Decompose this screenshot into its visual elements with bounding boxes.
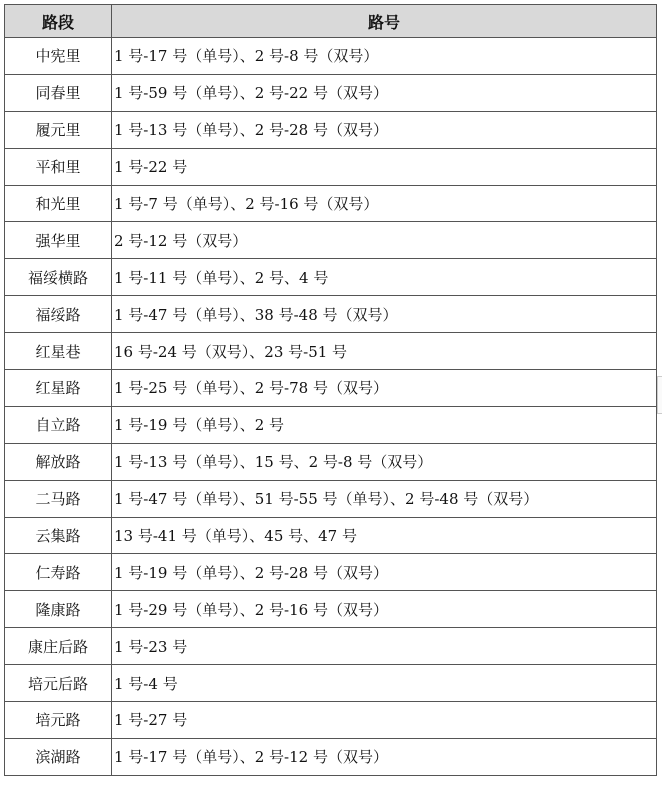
table-row <box>5 74 657 111</box>
table-row <box>5 148 657 185</box>
road-number-cell: 13 号-41 号（单号）、45 号、47 号 <box>112 517 657 554</box>
road-segment-cell: 仁寿路 <box>5 554 112 591</box>
road-segment-cell: 康庄后路 <box>5 628 112 665</box>
road-segment-cell: 隆康路 <box>5 591 112 628</box>
road-number-cell: 1 号-59 号（单号）、2 号-22 号（双号） <box>112 74 657 111</box>
road-number-cell: 2 号-12 号（双号） <box>112 222 657 259</box>
road-segment-cell: 红星路 <box>5 370 112 407</box>
road-number-table <box>4 4 657 776</box>
table-row <box>5 38 657 75</box>
road-segment-cell: 自立路 <box>5 406 112 443</box>
road-number-cell: 1 号-47 号（单号）、38 号-48 号（双号） <box>112 296 657 333</box>
road-number-cell: 1 号-47 号（单号）、51 号-55 号（单号）、2 号-48 号（双号） <box>112 480 657 517</box>
road-segment-cell: 云集路 <box>5 517 112 554</box>
table-row <box>5 702 657 739</box>
road-segment-cell: 同春里 <box>5 74 112 111</box>
road-number-cell: 1 号-27 号 <box>112 702 657 739</box>
road-segment-cell: 解放路 <box>5 443 112 480</box>
road-segment-cell: 二马路 <box>5 480 112 517</box>
road-number-cell: 1 号-11 号（单号）、2 号、4 号 <box>112 259 657 296</box>
table-row <box>5 443 657 480</box>
table-row <box>5 185 657 222</box>
table-row <box>5 259 657 296</box>
header-row <box>5 5 657 38</box>
road-number-cell: 1 号-17 号（单号）、2 号-8 号（双号） <box>112 38 657 75</box>
road-number-cell: 1 号-23 号 <box>112 628 657 665</box>
page-edge-tab <box>657 376 662 414</box>
road-number-cell: 1 号-19 号（单号）、2 号-28 号（双号） <box>112 554 657 591</box>
road-segment-cell: 滨湖路 <box>5 738 112 775</box>
road-number-cell: 1 号-22 号 <box>112 148 657 185</box>
table-row <box>5 738 657 775</box>
road-number-cell: 1 号-19 号（单号）、2 号 <box>112 406 657 443</box>
road-number-cell: 16 号-24 号（双号）、23 号-51 号 <box>112 333 657 370</box>
road-segment-cell: 强华里 <box>5 222 112 259</box>
table-row <box>5 296 657 333</box>
road-segment-cell: 和光里 <box>5 185 112 222</box>
road-number-cell: 1 号-25 号（单号）、2 号-78 号（双号） <box>112 370 657 407</box>
road-segment-cell: 福绥横路 <box>5 259 112 296</box>
road-segment-cell: 培元路 <box>5 702 112 739</box>
table-row <box>5 554 657 591</box>
header-number: 路号 <box>112 5 657 38</box>
table-row <box>5 517 657 554</box>
table-row <box>5 591 657 628</box>
road-number-cell: 1 号-29 号（单号）、2 号-16 号（双号） <box>112 591 657 628</box>
table-row <box>5 406 657 443</box>
road-number-cell: 1 号-17 号（单号）、2 号-12 号（双号） <box>112 738 657 775</box>
table-row <box>5 333 657 370</box>
road-number-cell: 1 号-13 号（单号）、2 号-28 号（双号） <box>112 111 657 148</box>
road-number-cell: 1 号-13 号（单号）、15 号、2 号-8 号（双号） <box>112 443 657 480</box>
road-segment-cell: 平和里 <box>5 148 112 185</box>
road-segment-cell: 履元里 <box>5 111 112 148</box>
road-segment-cell: 福绥路 <box>5 296 112 333</box>
road-number-cell: 1 号-4 号 <box>112 665 657 702</box>
table-row <box>5 111 657 148</box>
table-row <box>5 222 657 259</box>
table-row <box>5 480 657 517</box>
table-row <box>5 665 657 702</box>
table-row <box>5 628 657 665</box>
road-segment-cell: 培元后路 <box>5 665 112 702</box>
header-segment: 路段 <box>5 5 112 38</box>
table-row <box>5 370 657 407</box>
road-segment-cell: 红星巷 <box>5 333 112 370</box>
road-number-cell: 1 号-7 号（单号）、2 号-16 号（双号） <box>112 185 657 222</box>
road-segment-cell: 中宪里 <box>5 38 112 75</box>
